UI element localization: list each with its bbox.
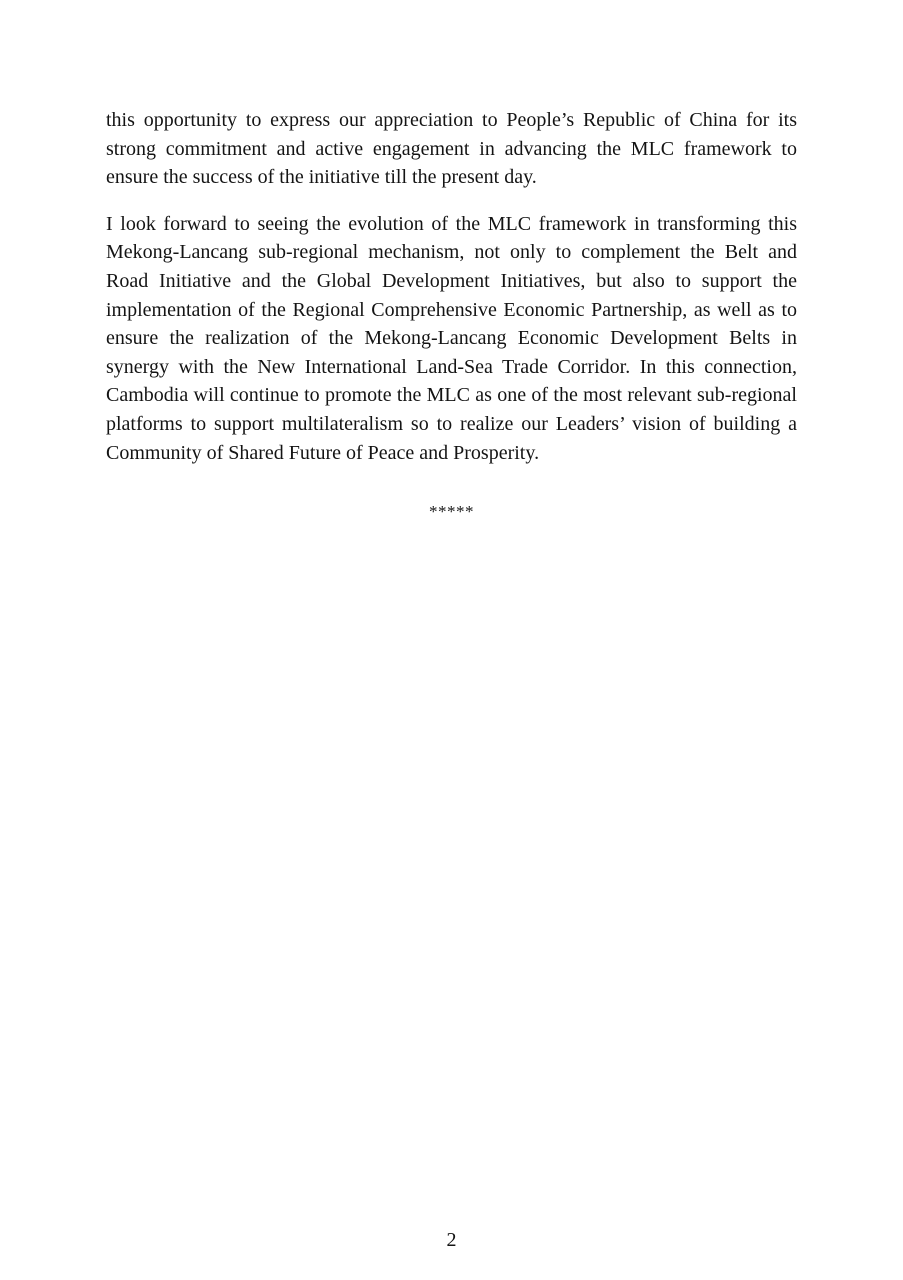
page-number: 2 [446, 1229, 457, 1251]
body-text [106, 106, 797, 467]
section-separator: ***** [429, 502, 474, 521]
paragraph-2: I look forward to seeing the evolution of the MLC framework in transforming this Mekong-Lancang sub-regional mechanism, not only to complement the Belt and Road Initiative and the Global Development Initiatives, but also to support the implementation of the Regional Comprehensive Economic Partnership, as well as to ensure the realization of the Mekong-Lancang Economic Development Belts in synergy with the New International Land-Sea Trade Corridor. In this connection, Cambodia will continue to promote the MLC as one of the most relevant sub-regional platforms to support multilateralism so to realize our Leaders’ vision of building a Community of Shared Future of Peace and Prosperity. [106, 212, 797, 464]
paragraph-1: this opportunity to express our appreciation to People’s Republic of China for its strong commitment and active engagement in advancing the MLC framework to ensure the success of the initiative till the present day. [106, 109, 797, 189]
